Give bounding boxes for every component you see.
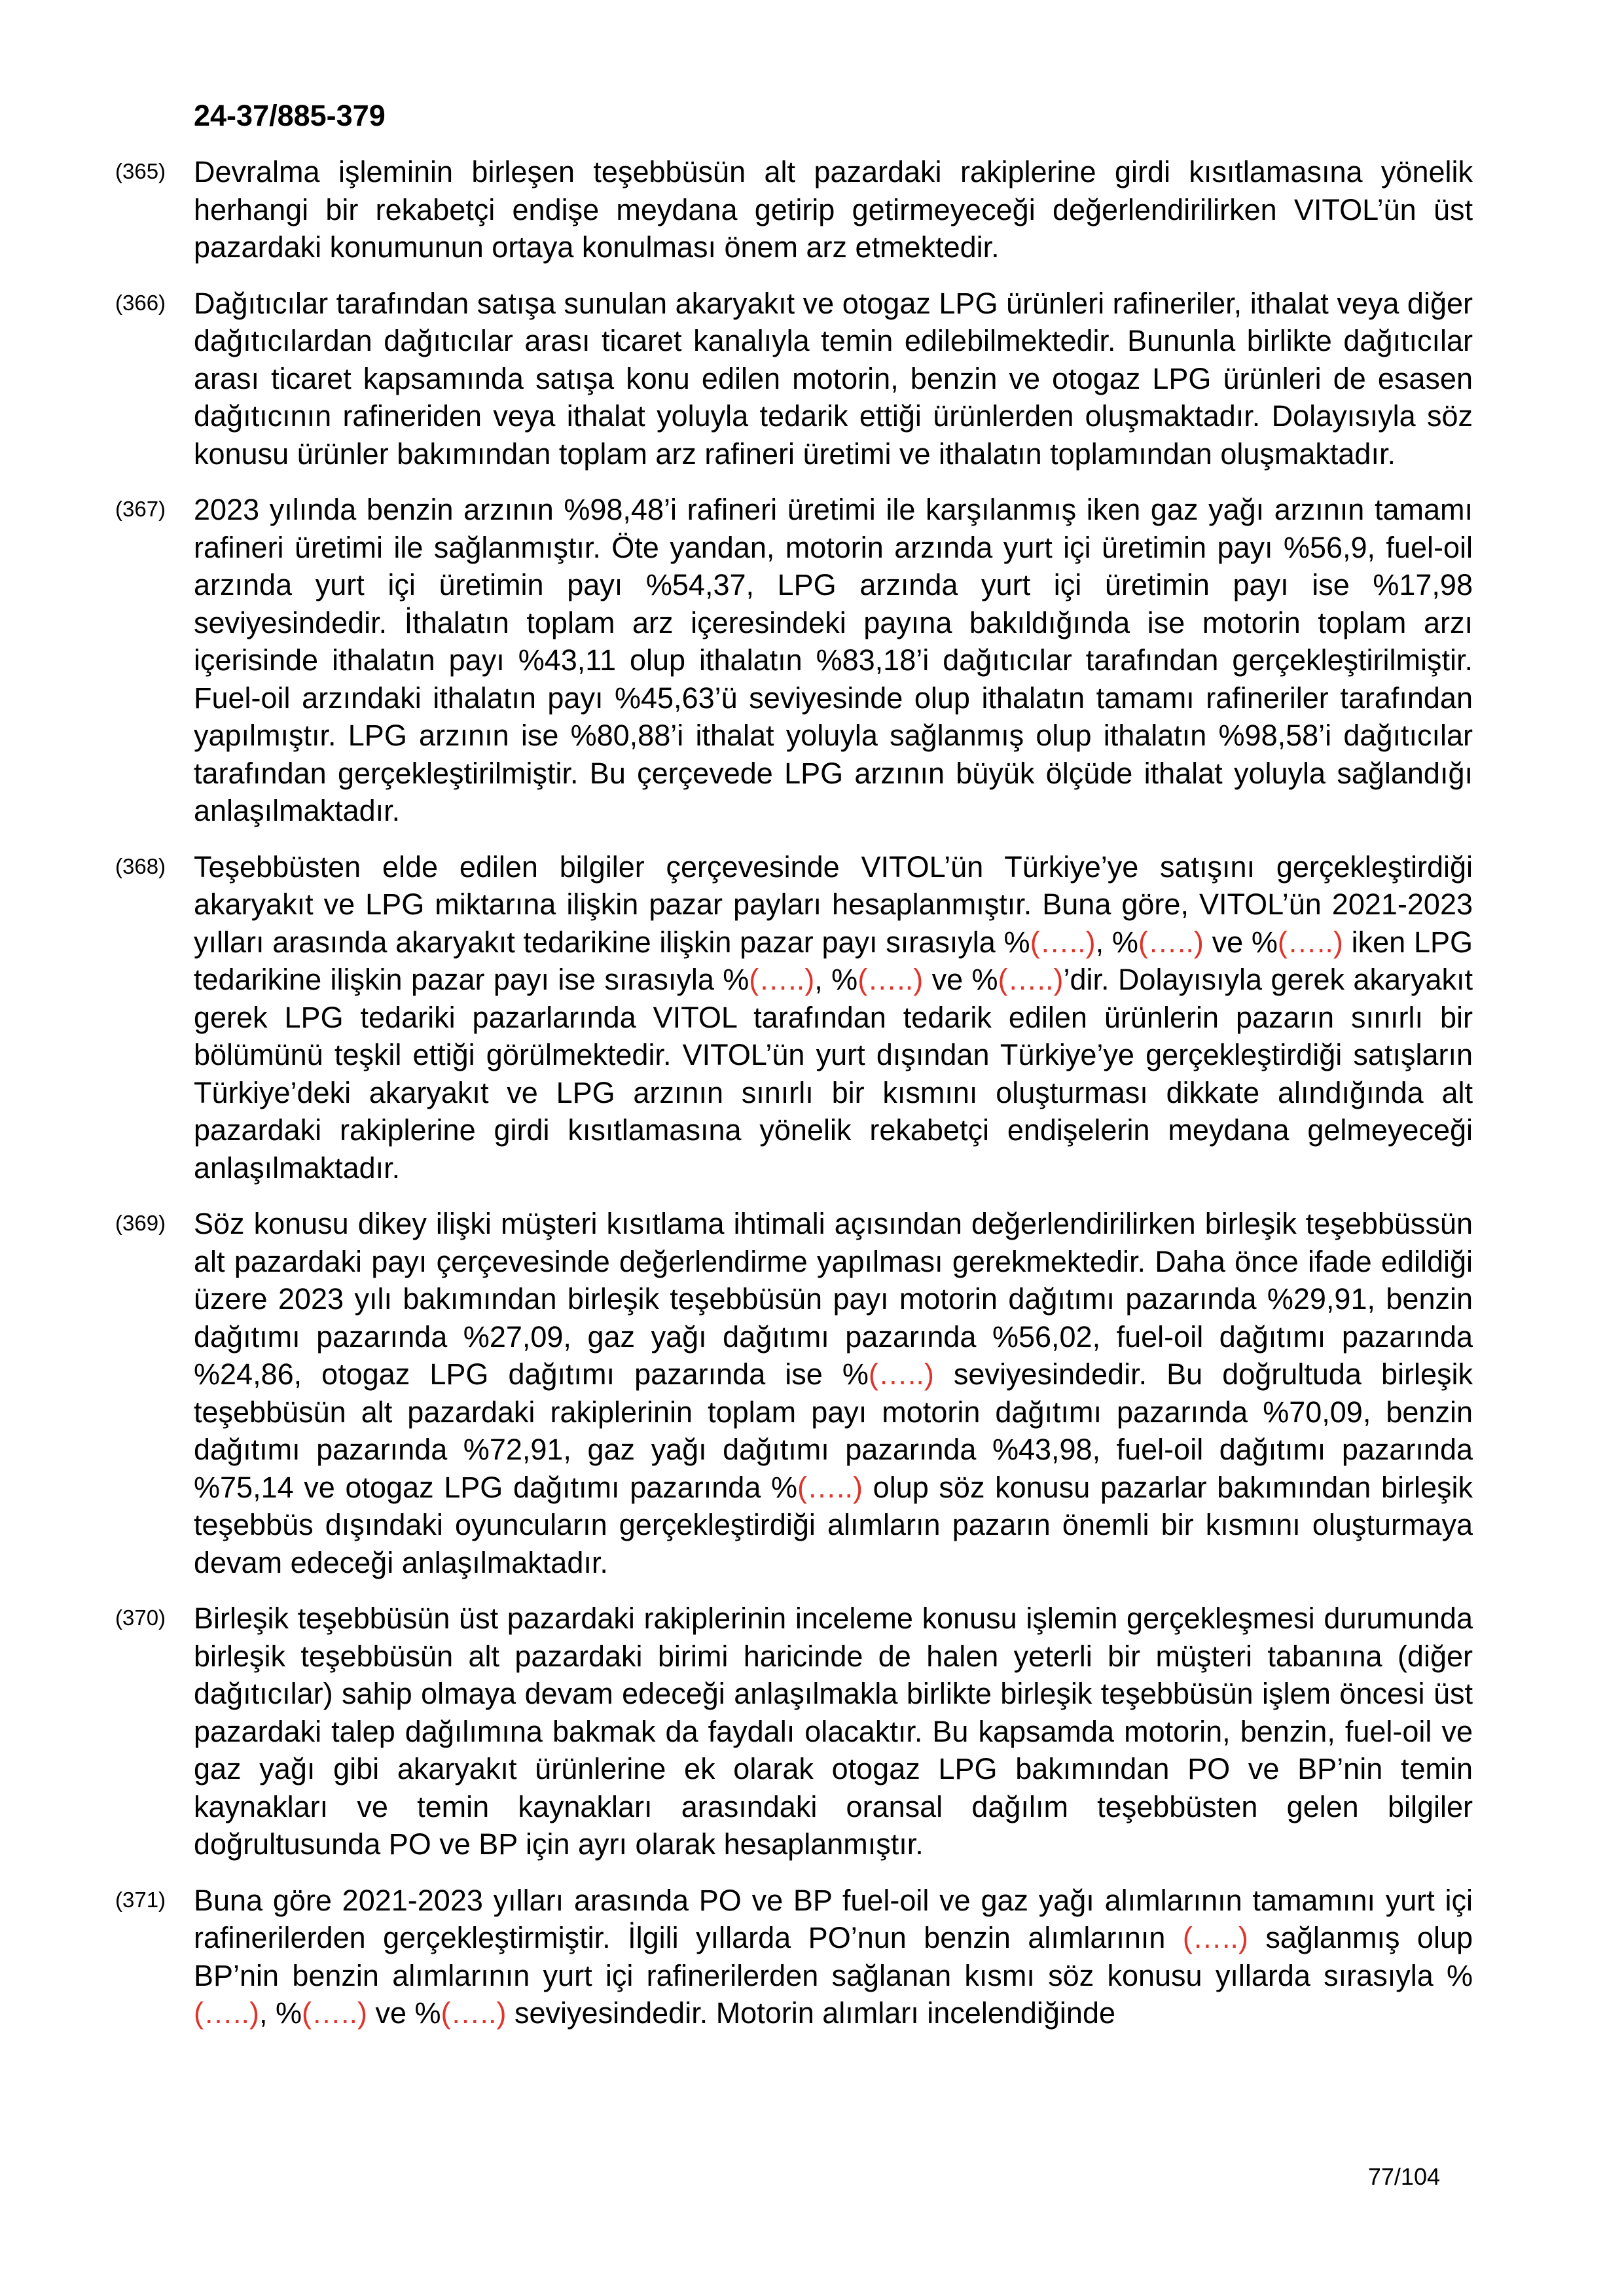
text-segment: , % <box>814 963 858 996</box>
text-segment: olup söz konusu pazarlar bakımından birleşik teşebbüs dışındaki oyuncuların gerçekleştirdiği alımların pazarın önemli bir kısmını oluşturmaya devam edeceği anlaşılmaktadır. <box>194 1470 1473 1579</box>
page-number: 77/104 <box>1367 2163 1440 2190</box>
text-segment: seviyesindedir. Bu doğrultuda birleşik teşebbüsün alt pazardaki rakiplerinin toplam payı motorin dağıtımı pazarında %70,09, benzin dağıtımı pazarında %72,91, gaz yağı dağıtımı pazarında %43,98, fuel-oil dağıtımı pazarında %75,14 ve otogaz LPG dağıtımı pazarında % <box>194 1357 1473 1504</box>
paragraph <box>115 285 1473 473</box>
paragraph-text <box>194 1205 1473 1581</box>
paragraph-text <box>194 285 1473 473</box>
paragraph-list <box>115 153 1473 2051</box>
paragraph-number: (370) <box>115 1605 166 1630</box>
paragraph-number: (367) <box>115 497 166 521</box>
redacted-value: (…..) <box>194 1996 259 2030</box>
text-segment: iken LPG tedarikine ilişkin pazar payı ise sırasıyla % <box>194 925 1473 996</box>
text-segment: Devralma işleminin birleşen teşebbüsün alt pazardaki rakiplerine girdi kısıtlamasına yönelik herhangi bir rekabetçi endişe meydana getirip getirmeyeceği değerlendirilirken VITOL’ün üst pazardaki konumunun ortaya konulması önem arz etmektedir. <box>194 155 1473 264</box>
text-segment: , % <box>259 1996 302 2030</box>
text-segment: seviyesindedir. Motorin alımları incelendiğinde <box>506 1996 1116 2030</box>
text-segment: ve % <box>1203 925 1278 959</box>
redacted-value: (…..) <box>1030 925 1096 959</box>
paragraph-text <box>194 153 1473 266</box>
redacted-value: (…..) <box>749 963 815 996</box>
paragraph <box>115 491 1473 830</box>
paragraph-text <box>194 1882 1473 2032</box>
paragraph-text <box>194 491 1473 830</box>
text-segment: ’dir. Dolayısıyla gerek akaryakıt gerek LPG tedariki pazarlarında VITOL tarafından tedarik edilen ürünlerin pazarın sınırlı bir bölümünü teşkil ettiği görülmektedir. VITOL’ün yurt dışından Türkiye’ye gerçekleştirdiği satışların Türkiye’deki akaryakıt ve LPG arzının sınırlı bir kısmını oluşturması dikkate alındığında alt pazardaki rakiplerine girdi kısıtlamasına yönelik rekabetçi endişelerin meydana gelmeyeceği anlaşılmaktadır. <box>194 963 1473 1185</box>
text-segment: Teşebbüsten elde edilen bilgiler çerçevesinde VITOL’ün Türkiye’ye satışını gerçekleştirdiği akaryakıt ve LPG miktarına ilişkin pazar payları hesaplanmıştır. Buna göre, VITOL’ün 2021-2023 yılları arasında akaryakıt tedarikine ilişkin pazar payı sırasıyla % <box>194 850 1473 959</box>
paragraph <box>115 848 1473 1187</box>
text-segment: Birleşik teşebbüsün üst pazardaki rakiplerinin inceleme konusu işlemin gerçekleşmesi durumunda birleşik teşebbüsün alt pazardaki birimi haricinde de halen yeterli bir müşteri tabanına (diğer dağıtıcılar) sahip olmaya devam edeceği anlaşılmakla birlikte birleşik teşebbüsün işlem öncesi üst pazardaki talep dağılımına bakmak da faydalı olacaktır. Bu kapsamda motorin, benzin, fuel-oil ve gaz yağı gibi akaryakıt ürünlerine ek olarak otogaz LPG bakımından PO ve BP’nin temin kaynakları ve temin kaynakları arasındaki oransal dağılım teşebbüsten gelen bilgiler doğrultusunda PO ve BP için ayrı olarak hesaplanmıştır. <box>194 1602 1473 1861</box>
paragraph <box>115 1600 1473 1863</box>
paragraph-number: (365) <box>115 159 166 183</box>
redacted-value: (…..) <box>1277 925 1343 959</box>
redacted-value: (…..) <box>441 1996 507 2030</box>
paragraph-number: (369) <box>115 1211 166 1235</box>
text-segment: Buna göre 2021-2023 yılları arasında PO ve BP fuel-oil ve gaz yağı alımlarının tamamını yurt içi rafinerilerden gerçekleştirmiştir. İlgili yıllarda PO’nun benzin alımlarının <box>194 1883 1473 1954</box>
redacted-value: (…..) <box>998 963 1064 996</box>
text-segment: Söz konusu dikey ilişki müşteri kısıtlama ihtimali açısından değerlendirilirken birleşik teşebbüssün alt pazardaki payı çerçevesinde değerlendirme yapılması gerekmektedir. Daha önce ifade edildiği üzere 2023 yılı bakımından birleşik teşebbüsün payı motorin dağıtımı pazarında %29,91, benzin dağıtımı pazarında %27,09, gaz yağı dağıtımı pazarında %56,02, fuel-oil dağıtımı pazarında %24,86, otogaz LPG dağıtımı pazarında ise % <box>194 1207 1473 1391</box>
paragraph-number: (371) <box>115 1887 166 1912</box>
redacted-value: (…..) <box>868 1357 934 1391</box>
redacted-value: (…..) <box>1182 1921 1248 1954</box>
redacted-value: (…..) <box>302 1996 367 2030</box>
text-segment: ve % <box>923 963 998 996</box>
redacted-value: (…..) <box>1138 925 1204 959</box>
text-segment: , % <box>1095 925 1138 959</box>
paragraph-text <box>194 1600 1473 1863</box>
text-segment: Dağıtıcılar tarafından satışa sunulan akaryakıt ve otogaz LPG ürünleri rafineriler, ithalat veya diğer dağıtıcılardan dağıtıcılar arası ticaret kanalıyla temin edilebilmektedir. Bununla birlikte dağıtıcılar arası ticaret kapsamında satışa konu edilen motorin, benzin ve otogaz LPG ürünleri de esasen dağıtıcının rafineriden veya ithalat yoluyla tedarik ettiği ürünlerden oluşmaktadır. Dolayısıyla söz konusu ürünler bakımından toplam arz rafineri üretimi ve ithalatın toplamından oluşmaktadır. <box>194 286 1473 471</box>
paragraph <box>115 1882 1473 2032</box>
paragraph-number: (368) <box>115 853 166 878</box>
paragraph-text <box>194 848 1473 1187</box>
paragraph <box>115 153 1473 266</box>
paragraph <box>115 1205 1473 1581</box>
document-id: 24-37/885-379 <box>194 99 386 132</box>
redacted-value: (…..) <box>857 963 924 996</box>
text-segment: sağlanmış olup BP’nin benzin alımlarının yurt içi rafinerilerden sağlanan kısmı söz konusu yıllarda sırasıyla % <box>194 1921 1473 1992</box>
redacted-value: (…..) <box>797 1470 863 1504</box>
paragraph-number: (366) <box>115 290 166 315</box>
text-segment: ve % <box>367 1996 441 2030</box>
text-segment: 2023 yılında benzin arzının %98,48’i rafineri üretimi ile karşılanmış iken gaz yağı arzının tamamı rafineri üretimi ile sağlanmıştır. Öte yandan, motorin arzında yurt içi üretimin payı %56,9, fuel-oil arzında yurt içi üretimin payı %54,37, LPG arzında yurt içi üretimin payı ise %17,98 seviyesindedir. İthalatın toplam arz içeresindeki payına bakıldığında ise motorin toplam arzı içerisinde ithalatın payı %43,11 olup ithalatın %83,18’i dağıtıcılar tarafından gerçekleştirilmiştir. Fuel-oil arzındaki ithalatın payı %45,63’ü seviyesinde olup ithalatın tamamı rafineriler tarafından yapılmıştır. LPG arzının ise %80,88’i ithalat yoluyla sağlanmış olup ithalatın %98,58’i dağıtıcılar tarafından gerçekleştirilmiştir. Bu çerçevede LPG arzının büyük ölçüde ithalat yoluyla sağlandığı anlaşılmaktadır. <box>194 493 1473 827</box>
